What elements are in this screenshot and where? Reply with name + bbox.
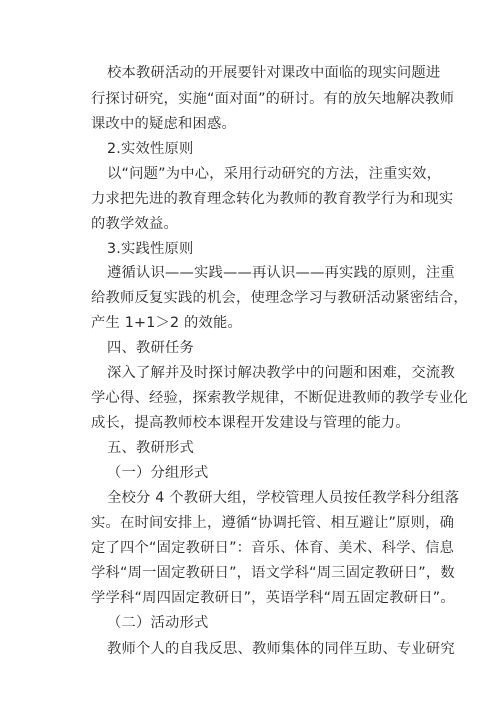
paragraph-line: 定了四个“固定教研日”：音乐、体育、美术、科学、信息 — [91, 540, 455, 556]
subsection-heading: （一）分组形式 — [107, 465, 209, 481]
paragraph-line: 教师个人的自我反思、教师集体的同伴互助、专业研究 — [107, 641, 455, 657]
paragraph-line: 行探讨研究，实施“面对面”的研讨。有的放矢地解决教师 — [91, 91, 455, 107]
paragraph-line: 以“问题”为中心，采用行动研究的方法，注重实效， — [107, 166, 442, 182]
paragraph-line: 学学科“周四固定教研日”，英语学科“周五固定教研日”。 — [91, 590, 455, 606]
paragraph-line: 的教学效益。 — [91, 216, 178, 232]
paragraph-line: 成长，提高教师校本课程开发建设与管理的能力。 — [91, 415, 410, 431]
paragraph-line: 学科“周一固定教研日”，语文学科“周三固定教研日”，数 — [91, 565, 455, 581]
subsection-heading: （二）活动形式 — [107, 615, 209, 631]
paragraph-line: 给教师反复实践的机会，使理念学习与教研活动紧密结合， — [91, 290, 468, 306]
paragraph-line: 产生 1+1＞2 的效能。 — [91, 315, 243, 331]
section-heading: 2.实效性原则 — [107, 141, 194, 157]
paragraph-line: 校本教研活动的开展要针对课改中面临的现实问题进 — [107, 65, 441, 81]
paragraph-line: 实。在时间安排上，遵循“协调托管、相互避让”原则，确 — [91, 515, 455, 531]
paragraph-line: 遵循认识——实践——再认识——再实践的原则，注重 — [107, 265, 455, 281]
paragraph-line: 深入了解并及时探讨解决教学中的问题和困难，交流教 — [107, 365, 455, 381]
section-heading: 3.实践性原则 — [107, 241, 194, 257]
section-heading: 五、教研形式 — [107, 440, 194, 456]
section-heading: 四、教研任务 — [107, 340, 194, 356]
paragraph-line: 课改中的疑虑和困惑。 — [91, 116, 236, 132]
paragraph-line: 力求把先进的教育理念转化为教师的教育教学行为和现实 — [91, 191, 454, 207]
paragraph-line: 全校分 4 个教研大组，学校管理人员按任教学科分组落 — [107, 490, 460, 506]
paragraph-line: 学心得、经验，探索教学规律，不断促进教师的教学专业化 — [91, 390, 468, 406]
